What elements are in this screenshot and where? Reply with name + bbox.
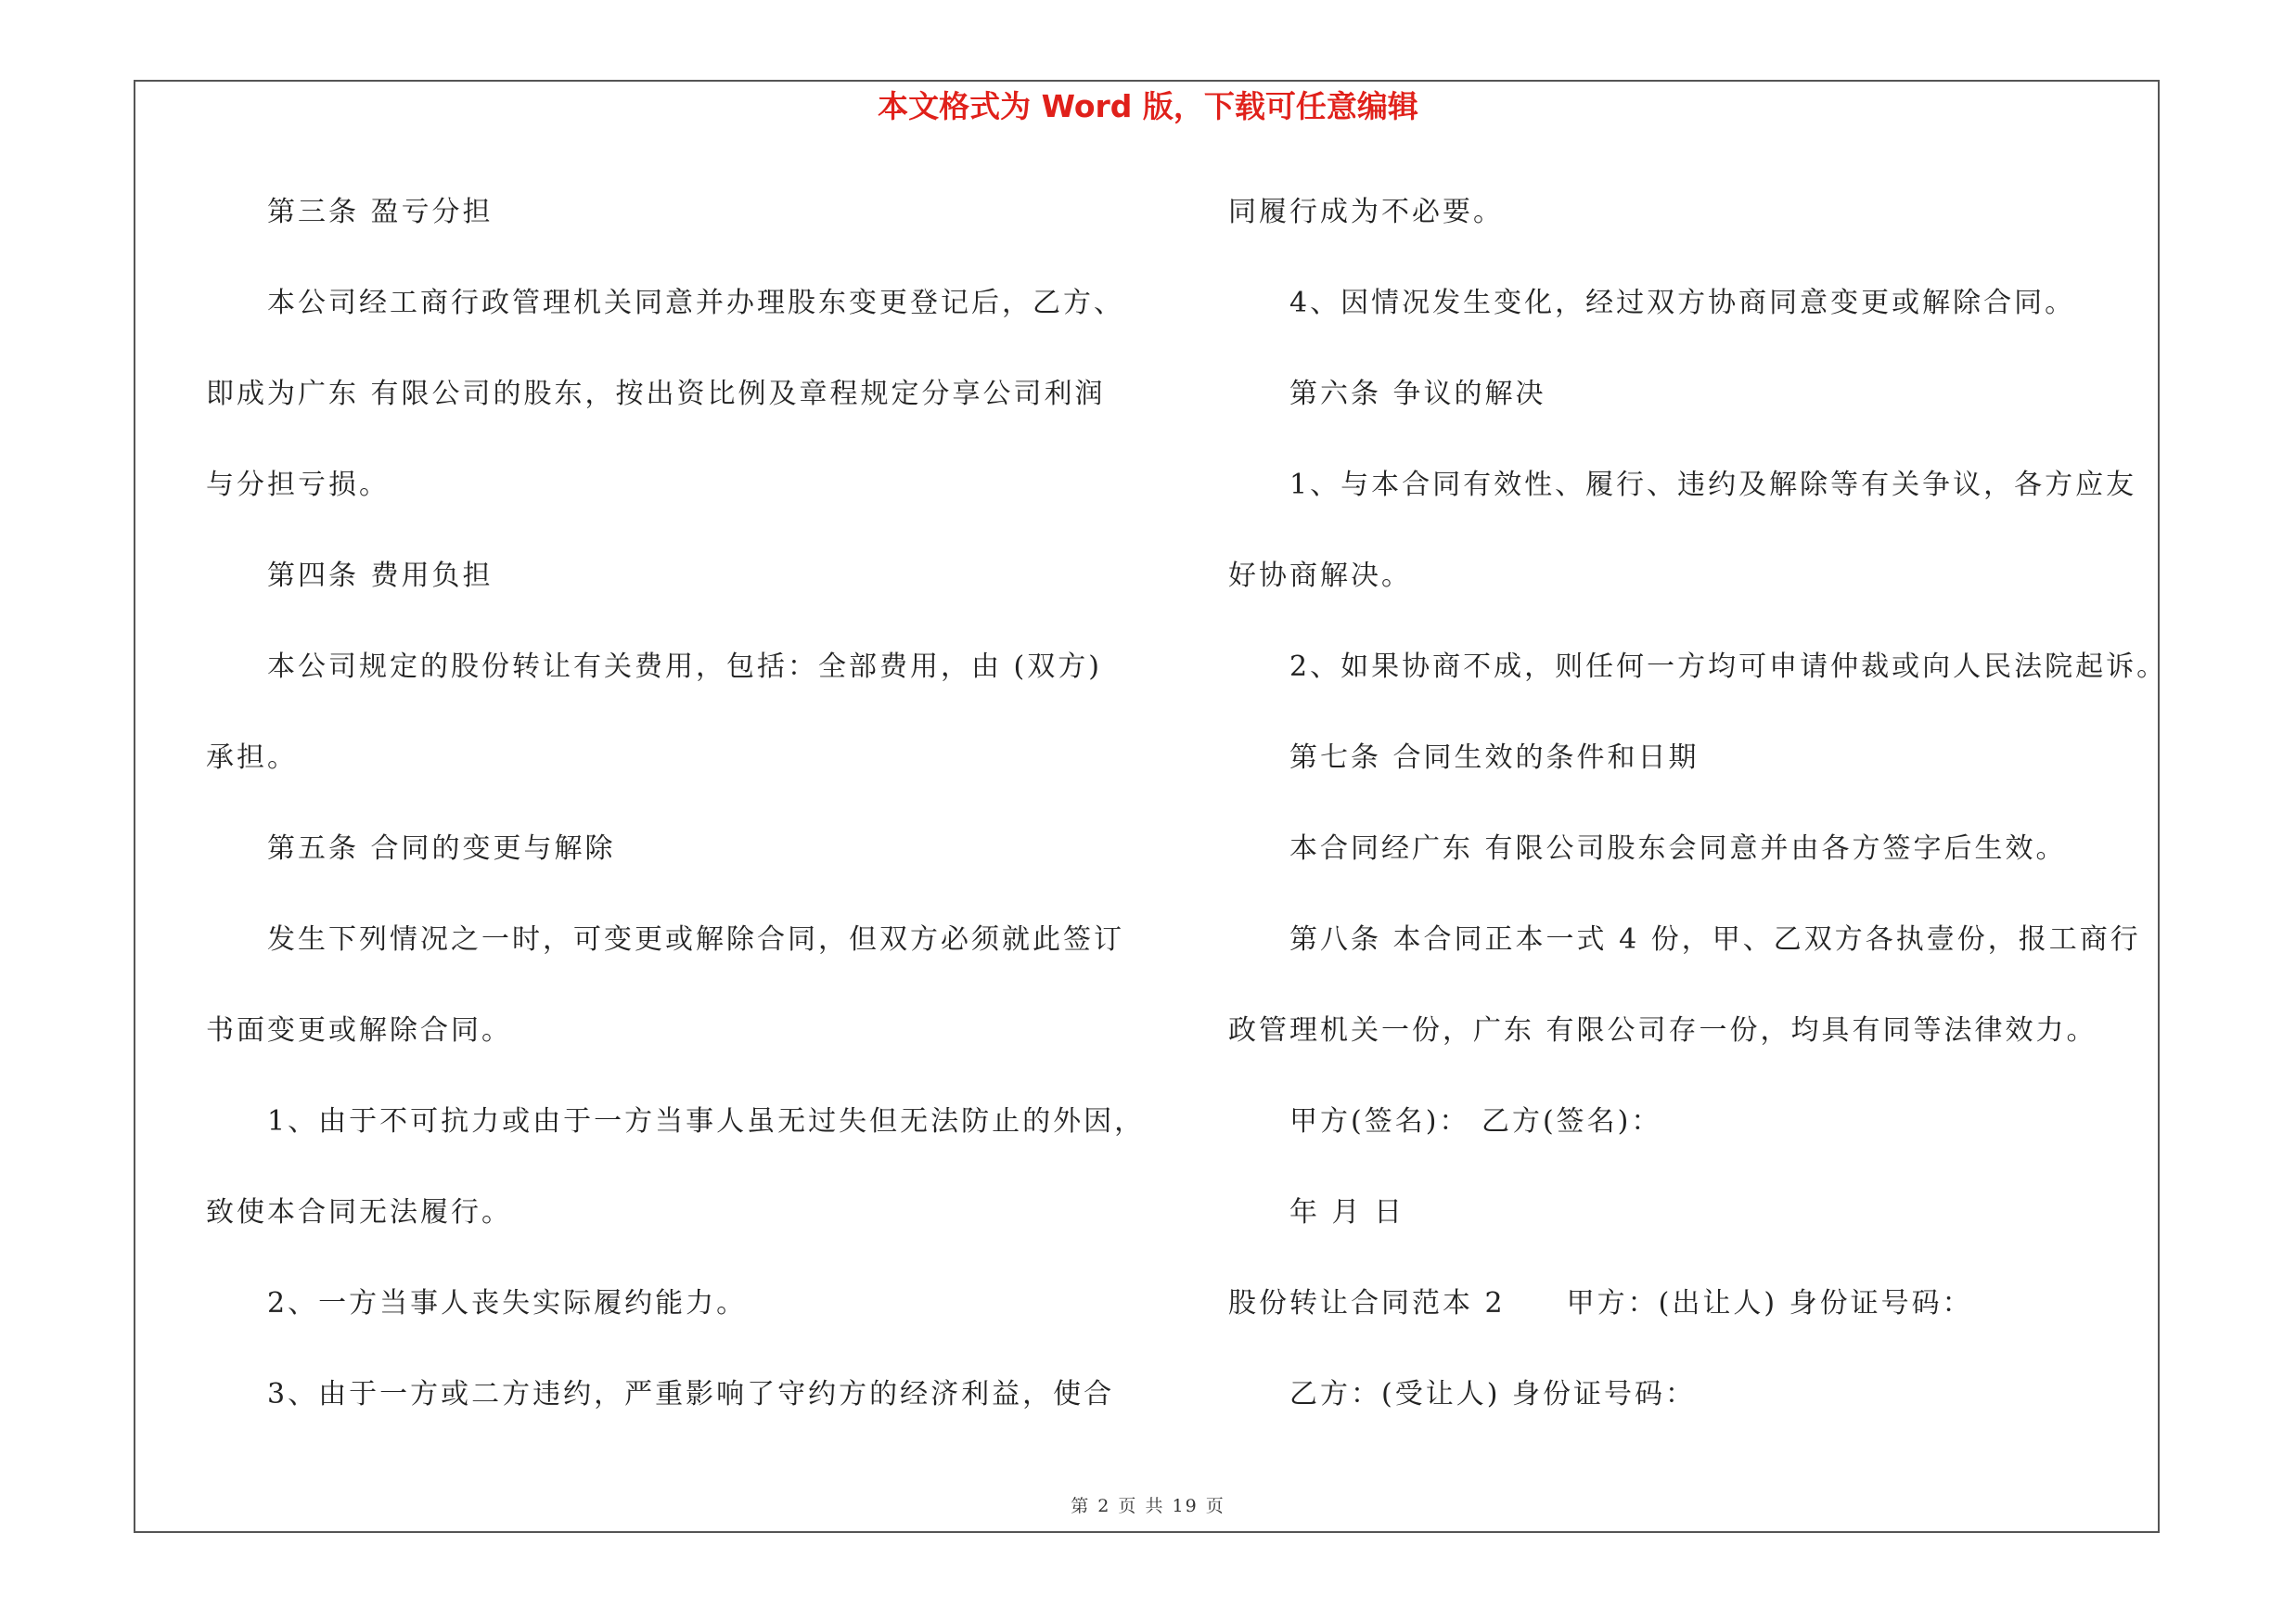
word-format-banner: 本文格式为 Word 版，下载可任意编辑 xyxy=(878,88,1418,124)
clause-4-heading: 第四条 费用负担 xyxy=(267,560,494,592)
paragraph-line: 与分担亏损。 xyxy=(206,469,390,501)
paragraph-line: 即成为广东 有限公司的股东，按出资比例及章程规定分享公司利润 xyxy=(206,378,1106,410)
paragraph-line: 好协商解决。 xyxy=(1228,560,1412,592)
date-line: 年 月 日 xyxy=(1289,1196,1405,1229)
signature-line: 甲方(签名)： 乙方(签名)： xyxy=(1289,1105,1662,1138)
paragraph-line: 本公司经工商行政管理机关同意并办理股东变更登记后，乙方、 xyxy=(267,287,1124,319)
paragraph-line: 本合同经广东 有限公司股东会同意并由各方签字后生效。 xyxy=(1289,832,2067,865)
paragraph-line: 2、一方当事人丧失实际履约能力。 xyxy=(267,1287,748,1320)
clause-3-heading: 第三条 盈亏分担 xyxy=(267,196,494,228)
clause-5-heading: 第五条 合同的变更与解除 xyxy=(267,832,616,865)
paragraph-line: 3、由于一方或二方违约，严重影响了守约方的经济利益，使合 xyxy=(267,1378,1115,1410)
paragraph-line: 政管理机关一份，广东 有限公司存一份，均具有同等法律效力。 xyxy=(1228,1014,2097,1047)
paragraph-line: 发生下列情况之一时，可变更或解除合同，但双方必须就此签订 xyxy=(267,923,1124,956)
paragraph-line: 书面变更或解除合同。 xyxy=(206,1014,512,1047)
paragraph-line: 乙方：(受让人) 身份证号码： xyxy=(1289,1378,1696,1410)
contract-template-2-heading: 股份转让合同范本 2 甲方：(出让人) 身份证号码： xyxy=(1228,1287,1973,1320)
clause-6-heading: 第六条 争议的解决 xyxy=(1289,378,1546,410)
clause-8-line: 第八条 本合同正本一式 4 份，甲、乙双方各执壹份，报工商行 xyxy=(1289,923,2141,956)
left-column xyxy=(206,0,1161,1623)
paragraph-line: 本公司规定的股份转让有关费用，包括：全部费用，由 (双方) xyxy=(267,650,1102,683)
paragraph-line: 2、如果协商不成，则任何一方均可申请仲裁或向人民法院起诉。 xyxy=(1289,650,2168,683)
clause-7-heading: 第七条 合同生效的条件和日期 xyxy=(1289,741,1700,774)
page-number: 第 2 页 共 19 页 xyxy=(1071,1496,1225,1516)
right-column xyxy=(1228,0,2174,1623)
paragraph-line: 1、由于不可抗力或由于一方当事人虽无过失但无法防止的外因， xyxy=(267,1105,1146,1138)
paragraph-line: 1、与本合同有效性、履行、违约及解除等有关争议，各方应友 xyxy=(1289,469,2137,501)
paragraph-line: 致使本合同无法履行。 xyxy=(206,1196,512,1229)
paragraph-line: 同履行成为不必要。 xyxy=(1228,196,1504,228)
paragraph-line: 4、因情况发生变化，经过双方协商同意变更或解除合同。 xyxy=(1289,287,2076,319)
paragraph-line: 承担。 xyxy=(206,741,298,774)
